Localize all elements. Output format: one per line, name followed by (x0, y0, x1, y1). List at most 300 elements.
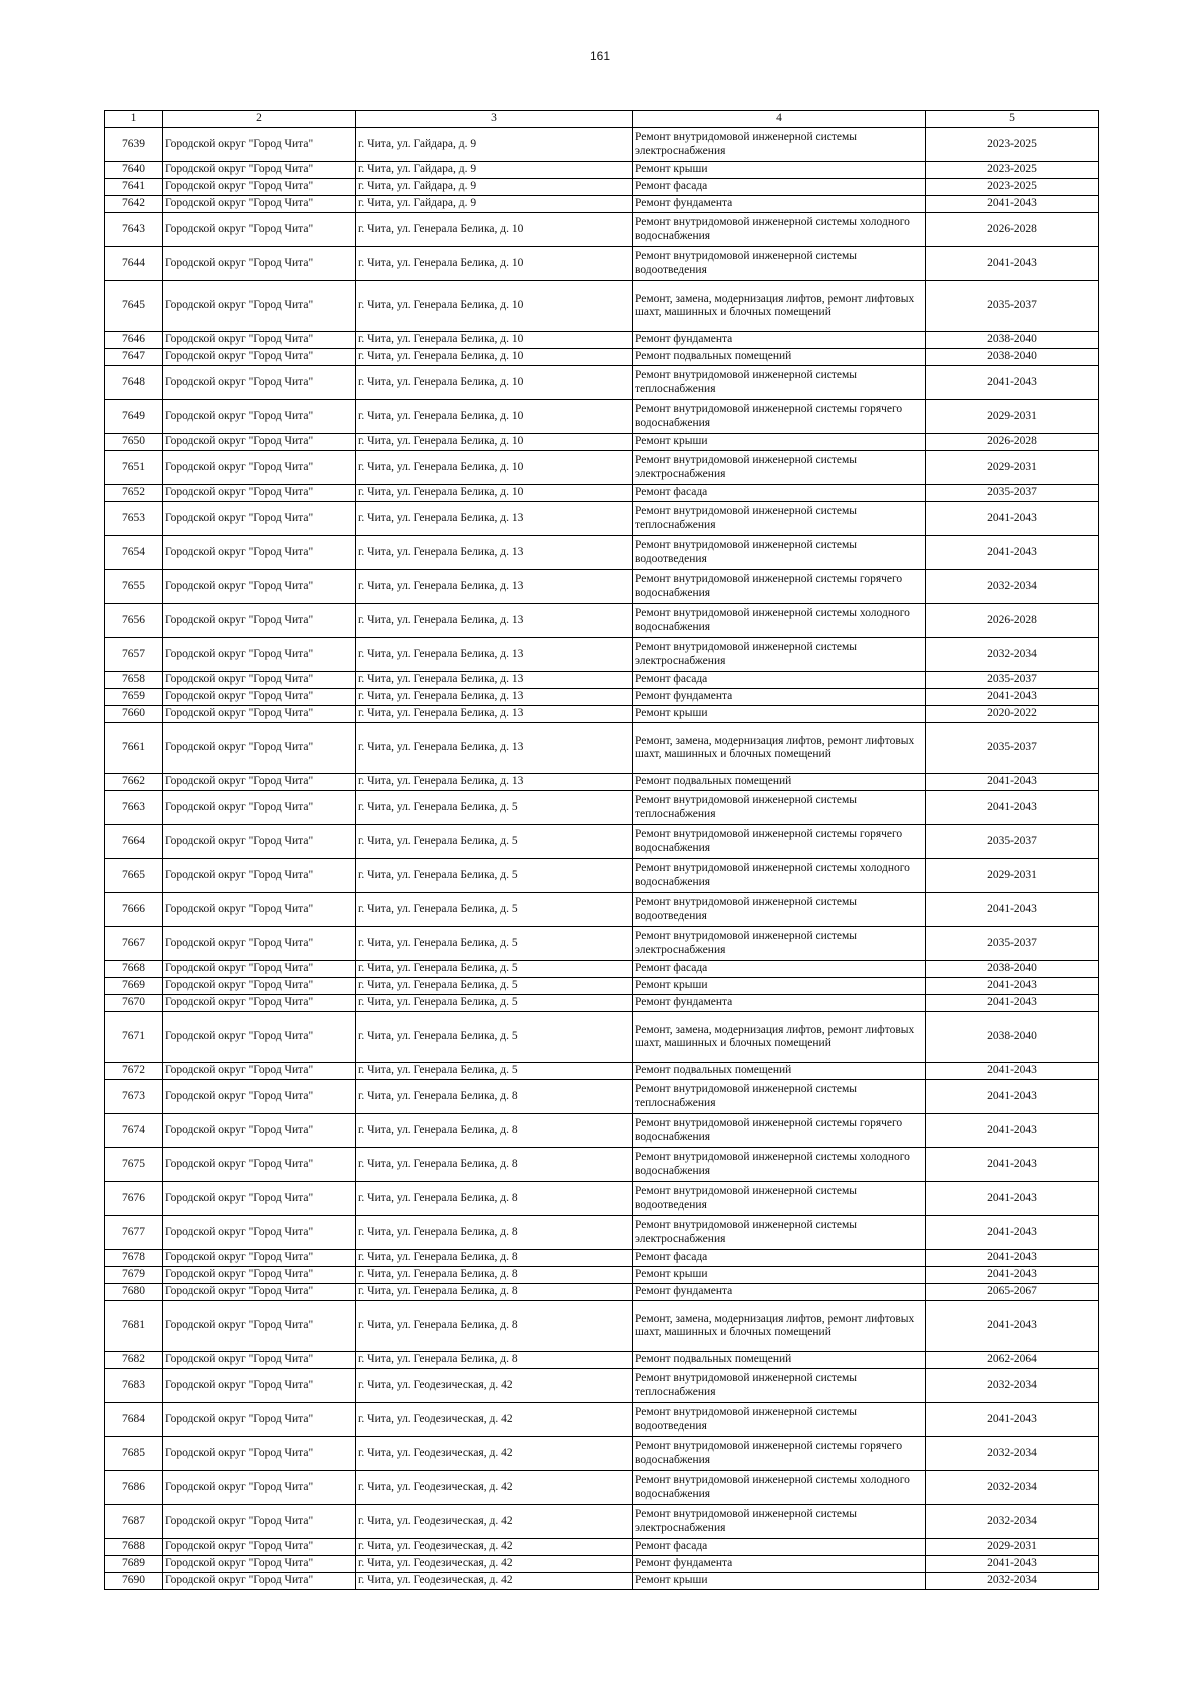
municipality-cell: Городской округ "Город Чита" (163, 1182, 356, 1216)
work-type-cell: Ремонт внутридомовой инженерной системы теплоснабжения (633, 366, 926, 400)
row-number: 7644 (105, 247, 163, 281)
row-number: 7685 (105, 1437, 163, 1471)
table-row (105, 1437, 1099, 1471)
period-cell: 2032-2034 (926, 1505, 1099, 1539)
table-row (105, 1369, 1099, 1403)
period-cell: 2032-2034 (926, 1573, 1099, 1590)
row-number: 7684 (105, 1403, 163, 1437)
row-number: 7671 (105, 1012, 163, 1063)
table-row (105, 1284, 1099, 1301)
table-row (105, 723, 1099, 774)
work-type-cell: Ремонт внутридомовой инженерной системы водоотведения (633, 1182, 926, 1216)
period-cell: 2041-2043 (926, 1063, 1099, 1080)
period-cell: 2035-2037 (926, 672, 1099, 689)
row-number: 7678 (105, 1250, 163, 1267)
address-cell: г. Чита, ул. Гайдара, д. 9 (356, 162, 633, 179)
row-number: 7660 (105, 706, 163, 723)
row-number: 7679 (105, 1267, 163, 1284)
work-type-cell: Ремонт крыши (633, 434, 926, 451)
period-cell: 2029-2031 (926, 400, 1099, 434)
table-row (105, 162, 1099, 179)
address-cell: г. Чита, ул. Генерала Белика, д. 8 (356, 1080, 633, 1114)
table-row (105, 1216, 1099, 1250)
municipality-cell: Городской округ "Город Чита" (163, 672, 356, 689)
work-type-cell: Ремонт внутридомовой инженерной системы горячего водоснабжения (633, 400, 926, 434)
work-type-cell: Ремонт внутридомовой инженерной системы водоотведения (633, 247, 926, 281)
work-type-cell: Ремонт внутридомовой инженерной системы холодного водоснабжения (633, 604, 926, 638)
table-row (105, 893, 1099, 927)
municipality-cell: Городской округ "Город Чита" (163, 893, 356, 927)
work-type-cell: Ремонт фасада (633, 485, 926, 502)
table-row (105, 128, 1099, 162)
period-cell: 2035-2037 (926, 485, 1099, 502)
address-cell: г. Чита, ул. Генерала Белика, д. 13 (356, 774, 633, 791)
municipality-cell: Городской округ "Город Чита" (163, 1437, 356, 1471)
table-row (105, 502, 1099, 536)
work-type-cell: Ремонт, замена, модернизация лифтов, ремонт лифтовых шахт, машинных и блочных помещений (633, 1012, 926, 1063)
table-row (105, 1114, 1099, 1148)
period-cell: 2032-2034 (926, 638, 1099, 672)
address-cell: г. Чита, ул. Генерала Белика, д. 13 (356, 502, 633, 536)
table-row (105, 332, 1099, 349)
row-number: 7689 (105, 1556, 163, 1573)
row-number: 7680 (105, 1284, 163, 1301)
address-cell: г. Чита, ул. Геодезическая, д. 42 (356, 1556, 633, 1573)
work-type-cell: Ремонт внутридомовой инженерной системы холодного водоснабжения (633, 859, 926, 893)
work-type-cell: Ремонт подвальных помещений (633, 774, 926, 791)
period-cell: 2026-2028 (926, 213, 1099, 247)
period-cell: 2023-2025 (926, 162, 1099, 179)
period-cell: 2026-2028 (926, 434, 1099, 451)
table-row (105, 978, 1099, 995)
address-cell: г. Чита, ул. Генерала Белика, д. 13 (356, 723, 633, 774)
address-cell: г. Чита, ул. Геодезическая, д. 42 (356, 1505, 633, 1539)
row-number: 7672 (105, 1063, 163, 1080)
period-cell: 2041-2043 (926, 1250, 1099, 1267)
table-row (105, 1182, 1099, 1216)
municipality-cell: Городской округ "Город Чита" (163, 281, 356, 332)
address-cell: г. Чита, ул. Гайдара, д. 9 (356, 196, 633, 213)
municipality-cell: Городской округ "Город Чита" (163, 502, 356, 536)
row-number: 7670 (105, 995, 163, 1012)
work-type-cell: Ремонт внутридомовой инженерной системы горячего водоснабжения (633, 1437, 926, 1471)
period-cell: 2020-2022 (926, 706, 1099, 723)
address-cell: г. Чита, ул. Генерала Белика, д. 5 (356, 1063, 633, 1080)
table-row (105, 485, 1099, 502)
municipality-cell: Городской округ "Город Чита" (163, 332, 356, 349)
work-type-cell: Ремонт фасада (633, 179, 926, 196)
table-row (105, 672, 1099, 689)
row-number: 7651 (105, 451, 163, 485)
address-cell: г. Чита, ул. Генерала Белика, д. 8 (356, 1114, 633, 1148)
row-number: 7666 (105, 893, 163, 927)
address-cell: г. Чита, ул. Генерала Белика, д. 10 (356, 366, 633, 400)
table-row (105, 706, 1099, 723)
work-type-cell: Ремонт внутридомовой инженерной системы холодного водоснабжения (633, 1471, 926, 1505)
municipality-cell: Городской округ "Город Чита" (163, 1539, 356, 1556)
address-cell: г. Чита, ул. Генерала Белика, д. 5 (356, 859, 633, 893)
table-row (105, 1301, 1099, 1352)
municipality-cell: Городской округ "Город Чита" (163, 825, 356, 859)
work-type-cell: Ремонт подвальных помещений (633, 1352, 926, 1369)
work-type-cell: Ремонт внутридомовой инженерной системы электроснабжения (633, 638, 926, 672)
municipality-cell: Городской округ "Город Чита" (163, 927, 356, 961)
address-cell: г. Чита, ул. Генерала Белика, д. 13 (356, 672, 633, 689)
row-number: 7645 (105, 281, 163, 332)
address-cell: г. Чита, ул. Геодезическая, д. 42 (356, 1539, 633, 1556)
municipality-cell: Городской округ "Город Чита" (163, 1284, 356, 1301)
period-cell: 2041-2043 (926, 536, 1099, 570)
municipality-cell: Городской округ "Город Чита" (163, 1080, 356, 1114)
period-cell: 2041-2043 (926, 196, 1099, 213)
address-cell: г. Чита, ул. Геодезическая, д. 42 (356, 1573, 633, 1590)
column-number-3: 3 (356, 111, 633, 128)
row-number: 7658 (105, 672, 163, 689)
work-type-cell: Ремонт фундамента (633, 995, 926, 1012)
row-number: 7683 (105, 1369, 163, 1403)
row-number: 7648 (105, 366, 163, 400)
period-cell: 2041-2043 (926, 1182, 1099, 1216)
period-cell: 2041-2043 (926, 893, 1099, 927)
municipality-cell: Городской округ "Город Чита" (163, 1301, 356, 1352)
row-number: 7669 (105, 978, 163, 995)
period-cell: 2041-2043 (926, 1556, 1099, 1573)
municipality-cell: Городской округ "Город Чита" (163, 638, 356, 672)
table-row (105, 1148, 1099, 1182)
page-number: 161 (589, 49, 611, 63)
table-row (105, 196, 1099, 213)
row-number: 7664 (105, 825, 163, 859)
period-cell: 2041-2043 (926, 689, 1099, 706)
column-number-4: 4 (633, 111, 926, 128)
table-row (105, 774, 1099, 791)
table-row (105, 995, 1099, 1012)
work-type-cell: Ремонт крыши (633, 1267, 926, 1284)
address-cell: г. Чита, ул. Генерала Белика, д. 13 (356, 536, 633, 570)
work-type-cell: Ремонт фасада (633, 672, 926, 689)
row-number: 7688 (105, 1539, 163, 1556)
work-type-cell: Ремонт крыши (633, 706, 926, 723)
period-cell: 2041-2043 (926, 1080, 1099, 1114)
period-cell: 2035-2037 (926, 927, 1099, 961)
work-type-cell: Ремонт подвальных помещений (633, 349, 926, 366)
row-number: 7640 (105, 162, 163, 179)
municipality-cell: Городской округ "Город Чита" (163, 961, 356, 978)
period-cell: 2038-2040 (926, 349, 1099, 366)
address-cell: г. Чита, ул. Генерала Белика, д. 13 (356, 638, 633, 672)
address-cell: г. Чита, ул. Геодезическая, д. 42 (356, 1369, 633, 1403)
work-type-cell: Ремонт внутридомовой инженерной системы электроснабжения (633, 128, 926, 162)
table-row (105, 1352, 1099, 1369)
work-type-cell: Ремонт внутридомовой инженерной системы водоотведения (633, 893, 926, 927)
address-cell: г. Чита, ул. Генерала Белика, д. 5 (356, 927, 633, 961)
table-row (105, 434, 1099, 451)
municipality-cell: Городской округ "Город Чита" (163, 366, 356, 400)
work-type-cell: Ремонт внутридомовой инженерной системы водоотведения (633, 536, 926, 570)
table-row (105, 1063, 1099, 1080)
municipality-cell: Городской округ "Город Чита" (163, 485, 356, 502)
work-type-cell: Ремонт внутридомовой инженерной системы теплоснабжения (633, 502, 926, 536)
table-row (105, 1505, 1099, 1539)
municipality-cell: Городской округ "Город Чита" (163, 723, 356, 774)
address-cell: г. Чита, ул. Генерала Белика, д. 8 (356, 1301, 633, 1352)
period-cell: 2032-2034 (926, 1369, 1099, 1403)
municipality-cell: Городской округ "Город Чита" (163, 1505, 356, 1539)
period-cell: 2023-2025 (926, 128, 1099, 162)
row-number: 7659 (105, 689, 163, 706)
work-type-cell: Ремонт фундамента (633, 1556, 926, 1573)
period-cell: 2038-2040 (926, 1012, 1099, 1063)
table-row (105, 927, 1099, 961)
work-type-cell: Ремонт, замена, модернизация лифтов, ремонт лифтовых шахт, машинных и блочных помещений (633, 1301, 926, 1352)
row-number: 7650 (105, 434, 163, 451)
work-type-cell: Ремонт фундамента (633, 1284, 926, 1301)
row-number: 7667 (105, 927, 163, 961)
row-number: 7643 (105, 213, 163, 247)
row-number: 7681 (105, 1301, 163, 1352)
row-number: 7657 (105, 638, 163, 672)
address-cell: г. Чита, ул. Геодезическая, д. 42 (356, 1471, 633, 1505)
table-row (105, 1250, 1099, 1267)
municipality-cell: Городской округ "Город Чита" (163, 1012, 356, 1063)
period-cell: 2041-2043 (926, 1148, 1099, 1182)
table-row (105, 213, 1099, 247)
work-type-cell: Ремонт фасада (633, 1539, 926, 1556)
period-cell: 2041-2043 (926, 774, 1099, 791)
address-cell: г. Чита, ул. Геодезическая, д. 42 (356, 1437, 633, 1471)
table-row (105, 1080, 1099, 1114)
row-number: 7677 (105, 1216, 163, 1250)
municipality-cell: Городской округ "Город Чита" (163, 1352, 356, 1369)
period-cell: 2023-2025 (926, 179, 1099, 196)
table-row (105, 1267, 1099, 1284)
row-number: 7690 (105, 1573, 163, 1590)
address-cell: г. Чита, ул. Генерала Белика, д. 13 (356, 689, 633, 706)
table-row (105, 179, 1099, 196)
address-cell: г. Чита, ул. Генерала Белика, д. 8 (356, 1284, 633, 1301)
table-row (105, 1471, 1099, 1505)
period-cell: 2041-2043 (926, 995, 1099, 1012)
municipality-cell: Городской округ "Город Чита" (163, 1114, 356, 1148)
table-row (105, 451, 1099, 485)
address-cell: г. Чита, ул. Гайдара, д. 9 (356, 128, 633, 162)
address-cell: г. Чита, ул. Генерала Белика, д. 5 (356, 961, 633, 978)
address-cell: г. Чита, ул. Генерала Белика, д. 5 (356, 825, 633, 859)
row-number: 7652 (105, 485, 163, 502)
municipality-cell: Городской округ "Город Чита" (163, 689, 356, 706)
row-number: 7676 (105, 1182, 163, 1216)
row-number: 7649 (105, 400, 163, 434)
address-cell: г. Чита, ул. Генерала Белика, д. 10 (356, 281, 633, 332)
period-cell: 2035-2037 (926, 281, 1099, 332)
municipality-cell: Городской округ "Город Чита" (163, 1471, 356, 1505)
period-cell: 2032-2034 (926, 1437, 1099, 1471)
work-type-cell: Ремонт внутридомовой инженерной системы электроснабжения (633, 927, 926, 961)
table-row (105, 400, 1099, 434)
work-type-cell: Ремонт фундамента (633, 196, 926, 213)
period-cell: 2041-2043 (926, 1301, 1099, 1352)
works-table (104, 110, 1099, 1590)
address-cell: г. Чита, ул. Генерала Белика, д. 10 (356, 332, 633, 349)
row-number: 7646 (105, 332, 163, 349)
work-type-cell: Ремонт подвальных помещений (633, 1063, 926, 1080)
row-number: 7682 (105, 1352, 163, 1369)
row-number: 7675 (105, 1148, 163, 1182)
municipality-cell: Городской округ "Город Чита" (163, 179, 356, 196)
period-cell: 2041-2043 (926, 1216, 1099, 1250)
work-type-cell: Ремонт фундамента (633, 332, 926, 349)
work-type-cell: Ремонт внутридомовой инженерной системы холодного водоснабжения (633, 1148, 926, 1182)
row-number: 7661 (105, 723, 163, 774)
address-cell: г. Чита, ул. Генерала Белика, д. 10 (356, 213, 633, 247)
period-cell: 2032-2034 (926, 570, 1099, 604)
table-row (105, 281, 1099, 332)
row-number: 7673 (105, 1080, 163, 1114)
municipality-cell: Городской округ "Город Чита" (163, 213, 356, 247)
column-number-row (105, 111, 1099, 128)
address-cell: г. Чита, ул. Генерала Белика, д. 8 (356, 1182, 633, 1216)
municipality-cell: Городской округ "Город Чита" (163, 978, 356, 995)
work-type-cell: Ремонт, замена, модернизация лифтов, ремонт лифтовых шахт, машинных и блочных помещений (633, 281, 926, 332)
period-cell: 2041-2043 (926, 502, 1099, 536)
period-cell: 2041-2043 (926, 1114, 1099, 1148)
table-row (105, 570, 1099, 604)
period-cell: 2041-2043 (926, 1403, 1099, 1437)
address-cell: г. Чита, ул. Генерала Белика, д. 10 (356, 485, 633, 502)
row-number: 7674 (105, 1114, 163, 1148)
municipality-cell: Городской округ "Город Чита" (163, 536, 356, 570)
period-cell: 2041-2043 (926, 1267, 1099, 1284)
row-number: 7656 (105, 604, 163, 638)
work-type-cell: Ремонт внутридомовой инженерной системы холодного водоснабжения (633, 213, 926, 247)
work-type-cell: Ремонт фасада (633, 1250, 926, 1267)
table-row (105, 1012, 1099, 1063)
municipality-cell: Городской округ "Город Чита" (163, 1556, 356, 1573)
municipality-cell: Городской округ "Город Чита" (163, 604, 356, 638)
work-type-cell: Ремонт внутридомовой инженерной системы электроснабжения (633, 1505, 926, 1539)
work-type-cell: Ремонт внутридомовой инженерной системы горячего водоснабжения (633, 570, 926, 604)
municipality-cell: Городской округ "Город Чита" (163, 859, 356, 893)
municipality-cell: Городской округ "Город Чита" (163, 1369, 356, 1403)
table-row (105, 791, 1099, 825)
municipality-cell: Городской округ "Город Чита" (163, 196, 356, 213)
address-cell: г. Чита, ул. Гайдара, д. 9 (356, 179, 633, 196)
table-row (105, 1403, 1099, 1437)
municipality-cell: Городской округ "Город Чита" (163, 774, 356, 791)
address-cell: г. Чита, ул. Генерала Белика, д. 10 (356, 451, 633, 485)
municipality-cell: Городской округ "Город Чита" (163, 1148, 356, 1182)
municipality-cell: Городской округ "Город Чита" (163, 706, 356, 723)
work-type-cell: Ремонт крыши (633, 1573, 926, 1590)
period-cell: 2041-2043 (926, 978, 1099, 995)
address-cell: г. Чита, ул. Генерала Белика, д. 10 (356, 349, 633, 366)
work-type-cell: Ремонт внутридомовой инженерной системы электроснабжения (633, 1216, 926, 1250)
address-cell: г. Чита, ул. Генерала Белика, д. 13 (356, 604, 633, 638)
period-cell: 2041-2043 (926, 366, 1099, 400)
row-number: 7639 (105, 128, 163, 162)
address-cell: г. Чита, ул. Генерала Белика, д. 8 (356, 1148, 633, 1182)
table-row (105, 689, 1099, 706)
municipality-cell: Городской округ "Город Чита" (163, 1403, 356, 1437)
period-cell: 2038-2040 (926, 332, 1099, 349)
work-type-cell: Ремонт внутридомовой инженерной системы электроснабжения (633, 451, 926, 485)
row-number: 7668 (105, 961, 163, 978)
row-number: 7686 (105, 1471, 163, 1505)
table-row (105, 961, 1099, 978)
period-cell: 2041-2043 (926, 791, 1099, 825)
address-cell: г. Чита, ул. Генерала Белика, д. 5 (356, 995, 633, 1012)
row-number: 7665 (105, 859, 163, 893)
period-cell: 2029-2031 (926, 1539, 1099, 1556)
period-cell: 2041-2043 (926, 247, 1099, 281)
period-cell: 2026-2028 (926, 604, 1099, 638)
municipality-cell: Городской округ "Город Чита" (163, 570, 356, 604)
work-type-cell: Ремонт внутридомовой инженерной системы водоотведения (633, 1403, 926, 1437)
table-row (105, 247, 1099, 281)
municipality-cell: Городской округ "Город Чита" (163, 995, 356, 1012)
period-cell: 2032-2034 (926, 1471, 1099, 1505)
address-cell: г. Чита, ул. Генерала Белика, д. 13 (356, 706, 633, 723)
period-cell: 2062-2064 (926, 1352, 1099, 1369)
municipality-cell: Городской округ "Город Чита" (163, 247, 356, 281)
table-row (105, 349, 1099, 366)
period-cell: 2065-2067 (926, 1284, 1099, 1301)
municipality-cell: Городской округ "Город Чита" (163, 349, 356, 366)
municipality-cell: Городской округ "Город Чита" (163, 451, 356, 485)
municipality-cell: Городской округ "Город Чита" (163, 434, 356, 451)
row-number: 7641 (105, 179, 163, 196)
address-cell: г. Чита, ул. Генерала Белика, д. 5 (356, 791, 633, 825)
address-cell: г. Чита, ул. Генерала Белика, д. 13 (356, 570, 633, 604)
table-row (105, 1539, 1099, 1556)
work-type-cell: Ремонт крыши (633, 978, 926, 995)
work-type-cell: Ремонт внутридомовой инженерной системы теплоснабжения (633, 791, 926, 825)
row-number: 7642 (105, 196, 163, 213)
row-number: 7653 (105, 502, 163, 536)
table-row (105, 1573, 1099, 1590)
column-number-2: 2 (163, 111, 356, 128)
municipality-cell: Городской округ "Город Чита" (163, 791, 356, 825)
column-number-1: 1 (105, 111, 163, 128)
table-row (105, 825, 1099, 859)
work-type-cell: Ремонт, замена, модернизация лифтов, ремонт лифтовых шахт, машинных и блочных помещений (633, 723, 926, 774)
work-type-cell: Ремонт крыши (633, 162, 926, 179)
period-cell: 2029-2031 (926, 859, 1099, 893)
address-cell: г. Чита, ул. Генерала Белика, д. 5 (356, 893, 633, 927)
work-type-cell: Ремонт внутридомовой инженерной системы горячего водоснабжения (633, 1114, 926, 1148)
work-type-cell: Ремонт фасада (633, 961, 926, 978)
table-row (105, 1556, 1099, 1573)
column-number-5: 5 (926, 111, 1099, 128)
work-type-cell: Ремонт фундамента (633, 689, 926, 706)
municipality-cell: Городской округ "Город Чита" (163, 162, 356, 179)
address-cell: г. Чита, ул. Генерала Белика, д. 10 (356, 400, 633, 434)
period-cell: 2029-2031 (926, 451, 1099, 485)
address-cell: г. Чита, ул. Геодезическая, д. 42 (356, 1403, 633, 1437)
address-cell: г. Чита, ул. Генерала Белика, д. 8 (356, 1216, 633, 1250)
row-number: 7662 (105, 774, 163, 791)
municipality-cell: Городской округ "Город Чита" (163, 1063, 356, 1080)
address-cell: г. Чита, ул. Генерала Белика, д. 10 (356, 434, 633, 451)
municipality-cell: Городской округ "Город Чита" (163, 400, 356, 434)
work-type-cell: Ремонт внутридомовой инженерной системы теплоснабжения (633, 1369, 926, 1403)
work-type-cell: Ремонт внутридомовой инженерной системы горячего водоснабжения (633, 825, 926, 859)
table-row (105, 604, 1099, 638)
municipality-cell: Городской округ "Город Чита" (163, 1216, 356, 1250)
municipality-cell: Городской округ "Город Чита" (163, 1267, 356, 1284)
period-cell: 2035-2037 (926, 723, 1099, 774)
period-cell: 2038-2040 (926, 961, 1099, 978)
